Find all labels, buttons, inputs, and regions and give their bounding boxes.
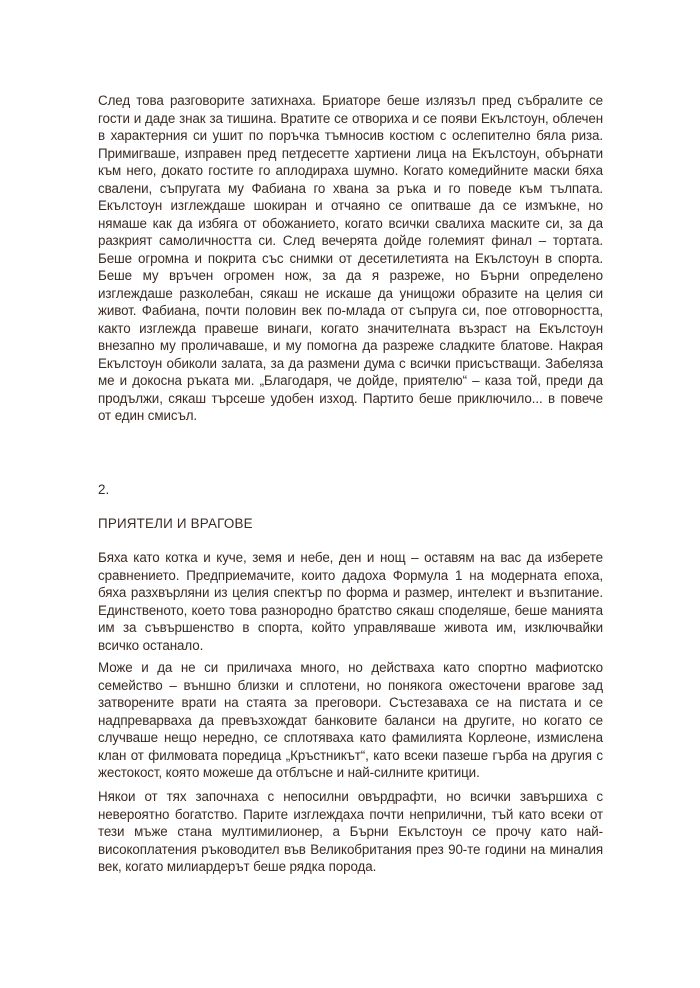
body-paragraph: Бяха като котка и куче, земя и небе, ден и нощ – оставям на вас да изберете сравнението. Предприемачите, които дадоха Формула 1 на модерната епоха, бяха разхвърляни из целия спектър по форма и размер, интелект и възпитание. Единственото, което това разнородно братство сякаш споделяше, беше манията им за съвършенство в спорта, който управляваше живота им, изключвайки всичко останало. [98,550,603,653]
body-paragraph: Може и да не си приличаха много, но действаха като спортно мафиотско семейство – външно близки и сплотени, но понякога ожесточени врагове зад затворените врати на стаята за преговори. Състезаваха се на пистата и се надпреварваха да превъзхождат банковите баланси на другите, но когато се случваше нещо нередно, се сплотяваха като фамилията Корлеоне, измислена клан от филмовата поредица „Кръстникът“, като всеки пазеше гърба на другия с жестокост, която можеше да отблъсне и най-силните критици. [98,660,603,780]
body-paragraph: Някои от тях започнаха с непосилни овърдрафти, но всички завършиха с невероятно богатство. Парите изглеждаха почти неприлични, тъй като всеки от тези мъже стана мултимилионер, а Бърни Екълстоун се прочу като най-високоплатения ръководител във Великобритания през 90-те години на миналия век, когато милиардерът беше рядка порода. [98,789,603,874]
intro-paragraph: След това разговорите затихнаха. Бриаторе беше излязъл пред събралите се гости и даде знак за тишина. Вратите се отвориха и се появи Екълстоун, облечен в характерния си ушит по поръчка тъмносив костюм с ослепително бяла риза. Примигваше, изправен пред петдесетте хартиени лица на Екълстоун, обърнати към него, докато гостите го аплодираха шумно. Когато комедийните маски бяха свалени, съпругата му Фабиана го хвана за ръка и го поведе към тълпата. Екълстоун изглеждаше шокиран и отчаяно се опитваше да се измъкне, но нямаше как да избяга от обожанието, когато всички свалиха маските си, за да разкрият самоличността си. След вечерята дойде големият финал – тортата. Беше огромна и покрита със снимки от десетилетията на Екълстоун в спорта. Беше му връчен огромен нож, за да я разреже, но Бърни определено изглеждаше разколебан, сякаш не искаше да унищожи образите на целия си живот. Фабиана, почти половин век по-млада от съпруга си, пое отговорността, както изглежда правеше винаги, когато значителната възраст на Екълстоун внезапно му проличаваше, и му помогна да разреже сладките блатове. Накрая Екълстоун обиколи залата, за да размени дума с всички присъстващи. Забеляза ме и докосна ръката ми. „Благодаря, че дойде, приятелю“ – каза той, преди да продължи, сякаш търсеше удобен изход. Партито беше приключило... в повече от един смисъл. [98,93,603,423]
chapter-paragraph-1 [98,549,603,654]
intro-section [98,92,603,425]
chapter-number: 2. [98,482,110,497]
chapter-paragraph-3 [98,788,603,876]
chapter-paragraph-2 [98,659,603,782]
chapter-title: ПРИЯТЕЛИ И ВРАГОВЕ [98,516,253,531]
